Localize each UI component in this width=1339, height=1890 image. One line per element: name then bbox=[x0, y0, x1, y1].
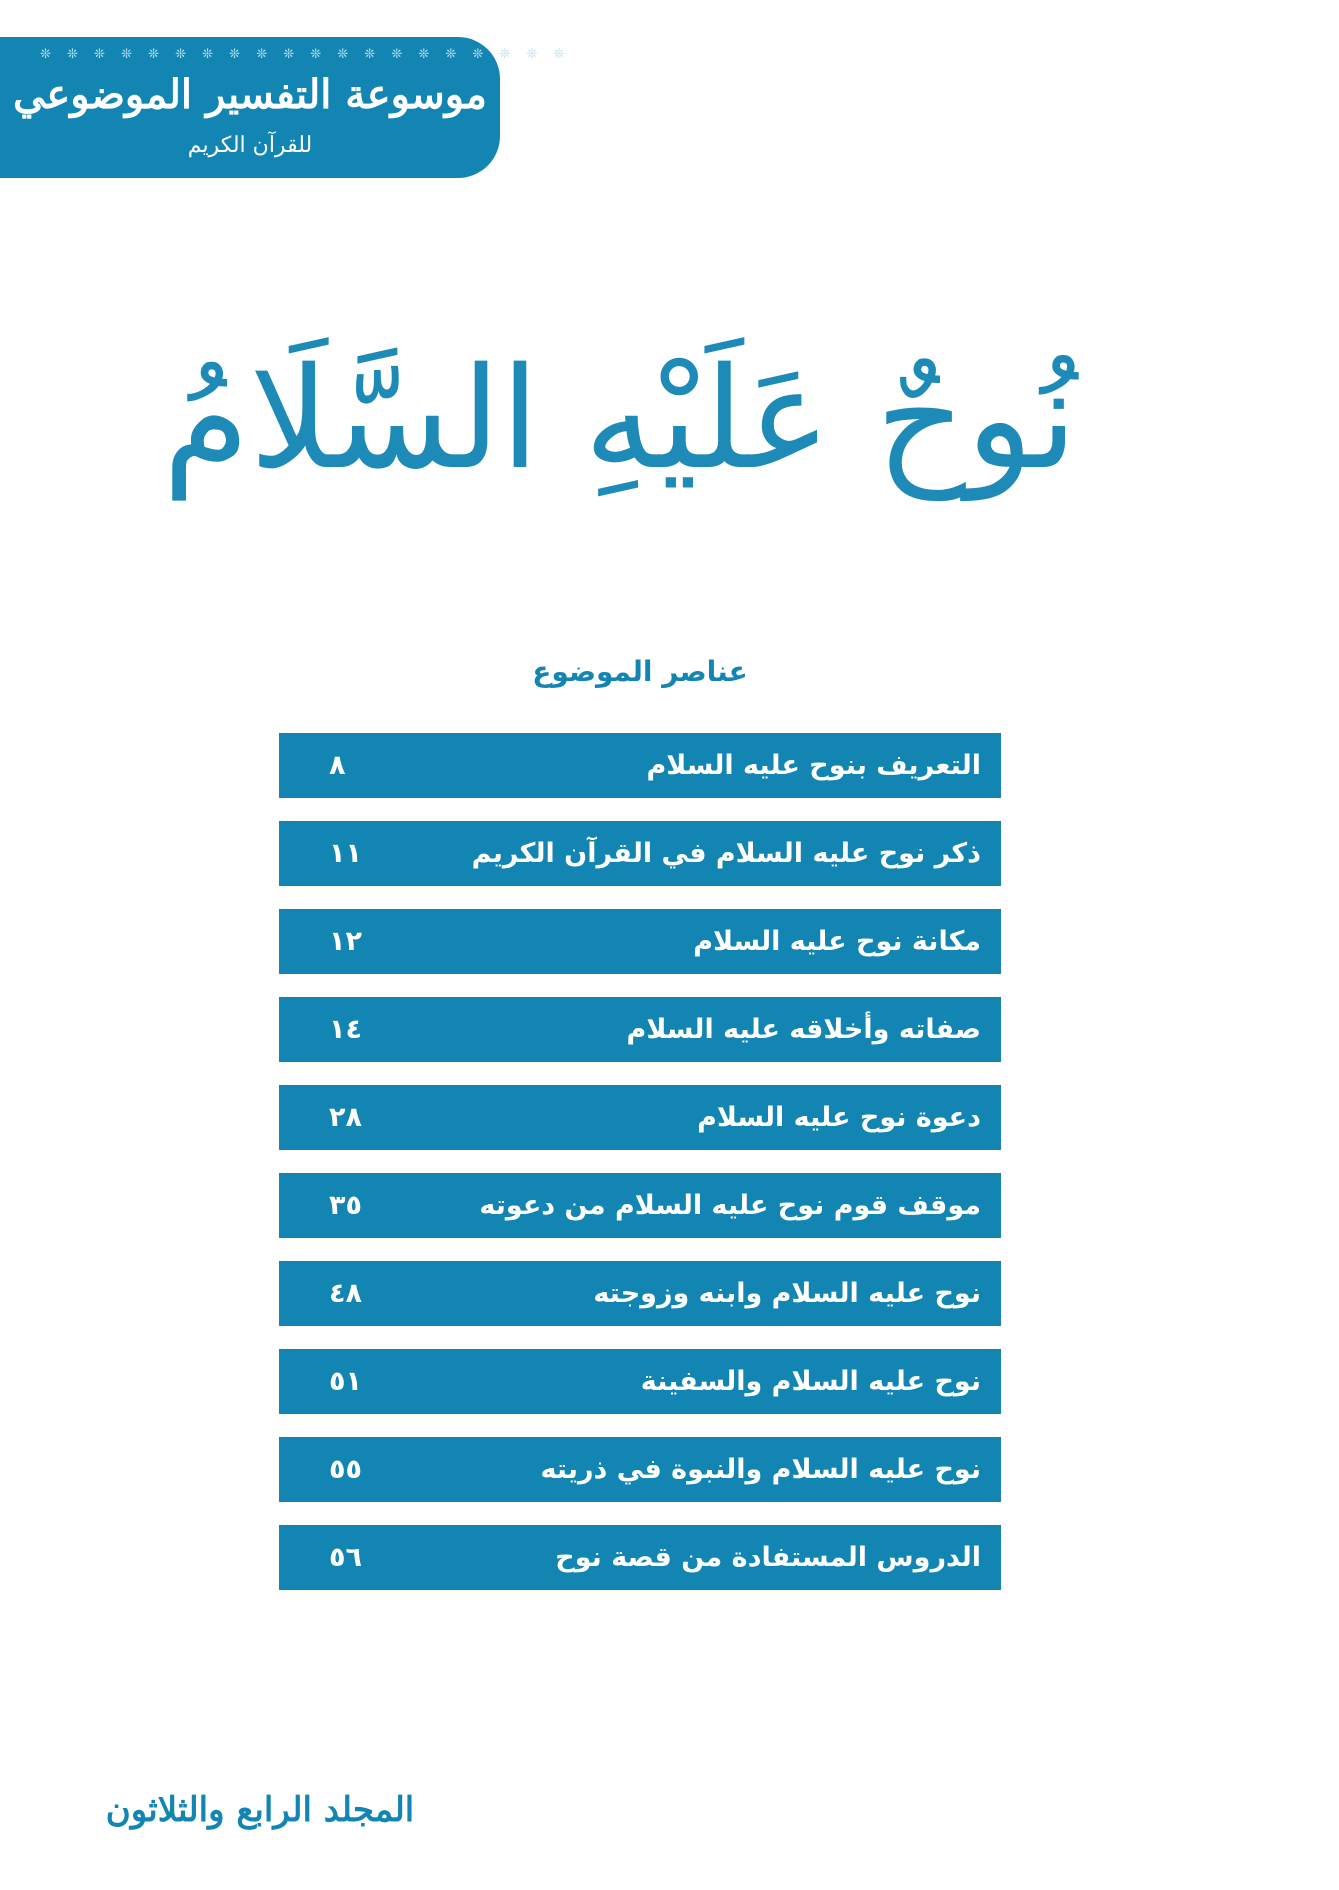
toc-item-title: الدروس المستفادة من قصة نوح bbox=[555, 1542, 981, 1573]
toc-item-page: ٣٥ bbox=[329, 1190, 362, 1221]
toc-item-title: التعريف بنوح عليه السلام bbox=[646, 750, 981, 781]
table-of-contents bbox=[279, 733, 1001, 1613]
toc-item-page: ٢٨ bbox=[329, 1102, 362, 1133]
toc-item[interactable] bbox=[279, 1349, 1001, 1414]
toc-item[interactable] bbox=[279, 1261, 1001, 1326]
volume-label: المجلد الرابع والثلاثون bbox=[105, 1790, 415, 1830]
toc-item-title: نوح عليه السلام وابنه وزوجته bbox=[593, 1278, 981, 1309]
toc-item[interactable] bbox=[279, 997, 1001, 1062]
toc-item-page: ٥٥ bbox=[329, 1454, 362, 1485]
toc-item-title: نوح عليه السلام والنبوة في ذريته bbox=[540, 1454, 981, 1485]
toc-item-title: ذكر نوح عليه السلام في القرآن الكريم bbox=[471, 838, 981, 869]
series-subtitle: للقرآن الكريم bbox=[187, 133, 313, 158]
toc-item-page: ٥١ bbox=[329, 1366, 362, 1397]
toc-item-page: ٥٦ bbox=[329, 1542, 362, 1573]
toc-item-page: ١٢ bbox=[329, 926, 362, 957]
toc-item-page: ٨ bbox=[329, 750, 346, 781]
toc-item[interactable] bbox=[279, 1085, 1001, 1150]
toc-item[interactable] bbox=[279, 733, 1001, 798]
toc-item-page: ١١ bbox=[329, 838, 362, 869]
toc-item-page: ٤٨ bbox=[329, 1278, 362, 1309]
toc-item-title: نوح عليه السلام والسفينة bbox=[640, 1366, 981, 1397]
toc-item[interactable] bbox=[279, 1525, 1001, 1590]
toc-item-title: دعوة نوح عليه السلام bbox=[697, 1102, 981, 1133]
toc-item-title: صفاته وأخلاقه عليه السلام bbox=[626, 1014, 981, 1045]
badge-ornament: ❊ ❊ ❊ ❊ ❊ ❊ ❊ ❊ ❊ ❊ ❊ ❊ ❊ ❊ ❊ ❊ ❊ ❊ ❊ ❊ bbox=[40, 47, 571, 62]
toc-heading: عناصر الموضوع bbox=[532, 655, 748, 688]
toc-item-title: موقف قوم نوح عليه السلام من دعوته bbox=[479, 1190, 981, 1221]
toc-item-page: ١٤ bbox=[329, 1014, 362, 1045]
toc-item[interactable] bbox=[279, 909, 1001, 974]
page-title: نُوحٌ عَلَيْهِ السَّلَامُ bbox=[162, 338, 1078, 501]
toc-item[interactable] bbox=[279, 1173, 1001, 1238]
series-badge bbox=[0, 37, 571, 178]
toc-item[interactable] bbox=[279, 1437, 1001, 1502]
toc-item-title: مكانة نوح عليه السلام bbox=[693, 926, 981, 957]
series-title: موسوعة التفسير الموضوعي bbox=[13, 71, 487, 118]
toc-item[interactable] bbox=[279, 821, 1001, 886]
